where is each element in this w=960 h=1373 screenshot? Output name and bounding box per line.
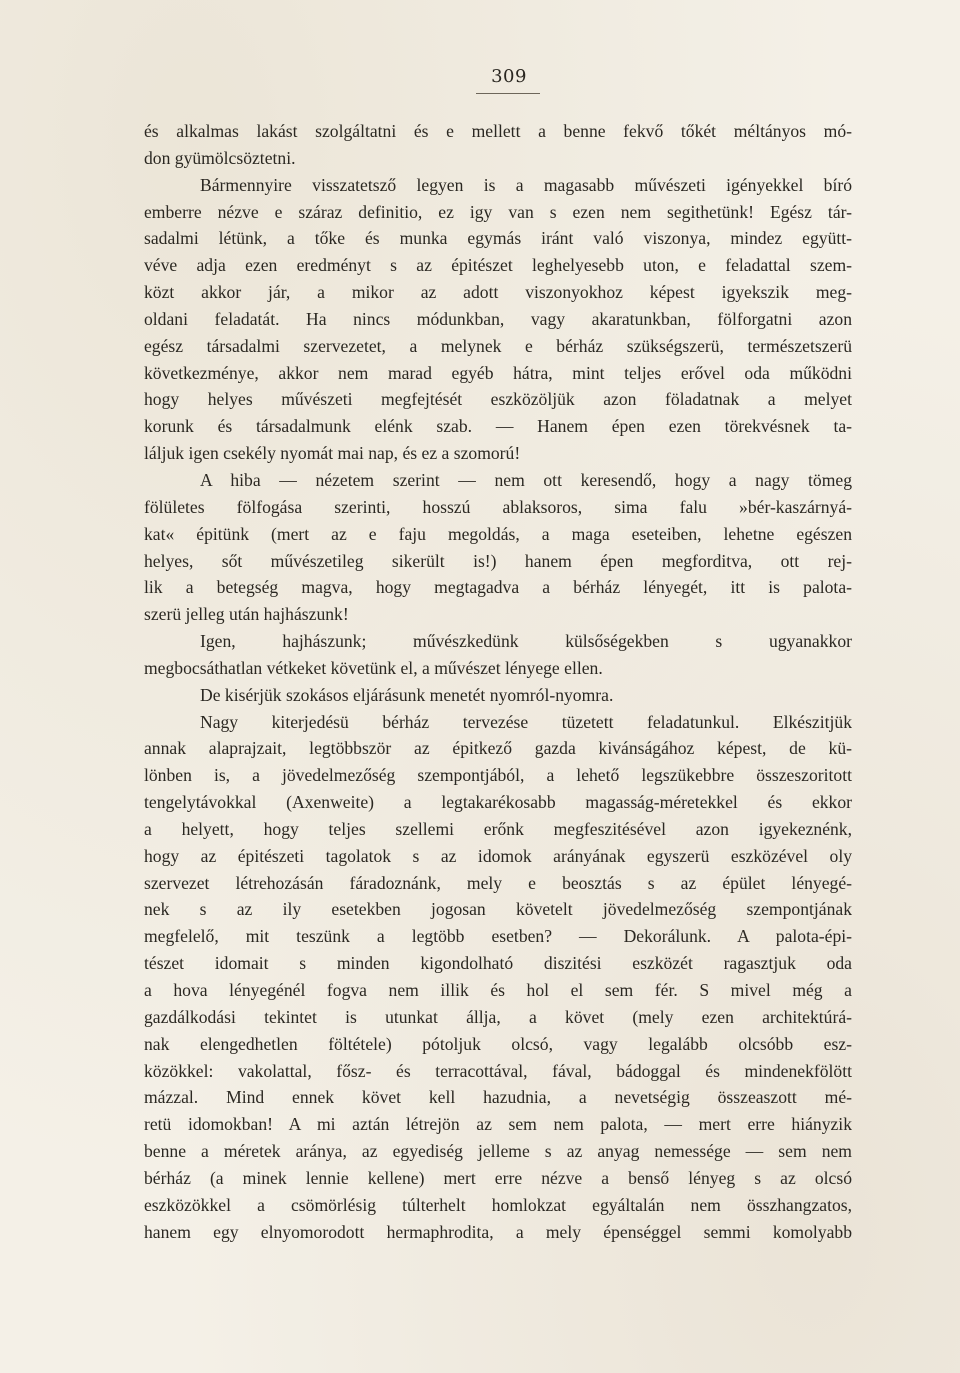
text-line: eszközökkel a csömörlésig túlterhelt homlokzat egyáltalán nem összhangzatos, <box>144 1194 852 1215</box>
text-line: fölületes fölfogása szerinti, hosszú ablaksoros, sima falu »bér-kaszárnyá- <box>144 496 852 517</box>
text-line: mázzal. Mind ennek követ kell hazudnia, a nevetségig összeaszott mé- <box>144 1087 852 1108</box>
text-line: hogy az épitészeti tagolatok s az idomok arányának egyszerü eszközével oly <box>144 845 852 866</box>
text-line: közt akkor jár, a mikor az adott viszonyokhoz képest igyekszik meg- <box>144 282 852 303</box>
text-line: láljuk igen csekély nyomát mai nap, és ez a szomorú! <box>144 443 521 464</box>
text-line: nek s az ily esetekben jogosan követelt jövedelmezőség szempontjának <box>144 899 852 920</box>
text-line: szervezet létrehozásán fáradoznánk, mely e beosztás s az épület lényegé- <box>144 872 852 893</box>
text-line: kat« épitünk (mert az e faju megoldás, a maga eseteiben, lehetne egészen <box>144 523 852 544</box>
body-text <box>144 118 852 1245</box>
text-line: benne a méretek aránya, az egyediség jelleme s az anyag nemessége — sem nem <box>144 1141 852 1162</box>
text-line: Igen, hajhászunk; művészkedünk külsőségekben s ugyanakkor <box>200 631 852 652</box>
text-line: emberre nézve e száraz definitio, ez igy van s ezen nem segithetünk! Egész tár- <box>144 201 852 222</box>
text-line: közökkel: vakolattal, fősz- és terracottával, fával, bádoggal és mindenekfölött <box>144 1060 852 1081</box>
text-line: hanem egy elnyomorodott hermaphrodita, a mely épenséggel semmi komolyabb <box>144 1221 852 1242</box>
text-line: A hiba — nézetem szerint — nem ott keresendő, hogy a nagy tömeg <box>200 469 852 490</box>
page-number: 309 <box>491 66 527 87</box>
text-line: lönben is, a jövedelmezőség szempontjából, a lehető legszükebbre összeszoritott <box>144 765 852 786</box>
text-line: don gyümölcsöztetni. <box>144 147 296 168</box>
text-line: véve adja ezen eredményt s az épitészet leghelyesebb uton, e feladattal szem- <box>144 255 852 276</box>
text-line: bérház (a minek lennie kellene) mert erre nézve a benső lényeg s az olcsó <box>144 1167 852 1188</box>
text-line: helyes, sőt művészetileg sikerült is!) hanem épen megforditva, ott rej- <box>144 550 852 571</box>
text-line: lik a betegség magva, hogy megtagadva a bérház lényegét, itt is palota- <box>144 577 852 598</box>
text-line: megfelelő, mit teszünk a legtöbb esetben? — Dekorálunk. A palota-épi- <box>144 926 852 947</box>
text-line: De kisérjük szokásos eljárásunk menetét nyomról-nyomra. <box>200 684 614 705</box>
text-line: egész társadalmi szervezetet, a melynek e bérház szükségszerü, természetszerü <box>144 335 852 356</box>
text-line: megbocsáthatlan vétkeket követünk el, a művészet lényege ellen. <box>144 657 603 678</box>
text-line: hogy helyes művészeti megfejtését eszközöljük azon föladatnak a melyet <box>144 389 852 410</box>
text-line: tengelytávokkal (Axenweite) a legtakarékosabb magasság-méretekkel és ekkor <box>144 792 852 813</box>
text-line: a hova lényegénél fogva nem illik és hol el sem fér. S mivel még a <box>144 980 852 1000</box>
text-line: gazdálkodási tekintet is utunkat állja, a követ (mely ezen architektúrá- <box>144 1006 852 1027</box>
text-line: Nagy kiterjedésü bérház tervezése tüzetett feladatunkul. Elkészitjük <box>200 711 852 732</box>
text-line: korunk és társadalmunk elénk szab. — Hanem épen ezen törekvésnek ta- <box>144 416 852 437</box>
text-line: Bármennyire visszatetsző legyen is a magasabb művészeti igényekkel bíró <box>200 174 852 195</box>
page-number-rule <box>476 93 540 94</box>
text-line: annak alaprajzait, legtöbbször az épitkező gazda kivánságához képest, de kü- <box>144 738 852 759</box>
text-line: szerü jelleg után hajhászunk! <box>144 604 349 625</box>
text-line: és alkalmas lakást szolgáltatni és e mellett a benne fekvő tőkét méltányos mó- <box>144 121 852 141</box>
text-line: nak elengedhetlen föltétele) pótoljuk olcsó, vagy legalább olcsóbb esz- <box>144 1033 852 1054</box>
text-line: oldani feladatát. Ha nincs módunkban, vagy akaratunkban, fölforgatni azon <box>144 308 852 329</box>
text-line: a helyett, hogy teljes szellemi erőnk megfeszitésével azon igyekeznénk, <box>144 818 852 839</box>
text-line: következménye, akkor nem marad egyéb hátra, mint teljes erővel oda működni <box>144 362 852 383</box>
text-line: tészet idomait s minden kigondolható diszitési eszközét ragasztjuk oda <box>144 953 852 974</box>
text-line: retü idomokban! A mi aztán létrejön az sem nem palota, — mert erre hiányzik <box>144 1114 852 1135</box>
text-line: sadalmi létünk, a tőke és munka egymás iránt való viszonya, mindez együtt- <box>144 228 852 249</box>
